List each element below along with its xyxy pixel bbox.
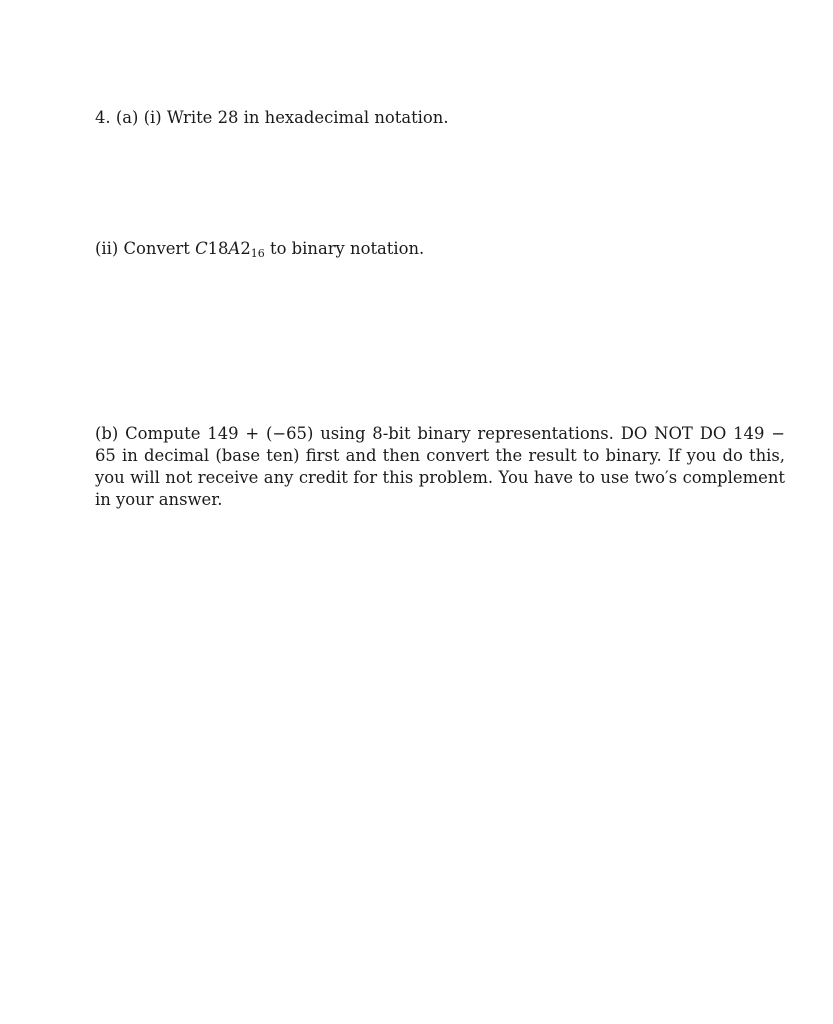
sub-i-label: (i) <box>143 108 162 127</box>
part-a-label: (a) <box>115 108 139 127</box>
sub-ii-label: (ii) <box>95 239 119 258</box>
question-4a-ii <box>95 238 424 260</box>
sub-ii-suffix: to binary notation. <box>269 239 425 258</box>
part-b-text: Compute 149 + (−65) using 8-bit binary representations. DO NOT DO 149 − 65 in decimal (base ten) first and then convert the result to binary. If you do this, you will not receive any credit for this problem. You have to use two′s complement in your answer. <box>95 424 785 509</box>
sub-ii-prefix: Convert <box>123 239 190 258</box>
hex-letter-c: C <box>195 239 208 258</box>
sub-i-text: Write 28 in hexadecimal notation. <box>166 108 449 127</box>
base-subscript: 16 <box>250 247 265 260</box>
hex-number: $C18A2_{16}$ <box>195 239 265 260</box>
part-b-label: (b) <box>95 424 119 443</box>
question-4b <box>95 423 785 511</box>
question-4a-i <box>95 107 449 129</box>
question-number: 4. <box>95 108 111 127</box>
hex-letter-a: A <box>228 239 241 258</box>
